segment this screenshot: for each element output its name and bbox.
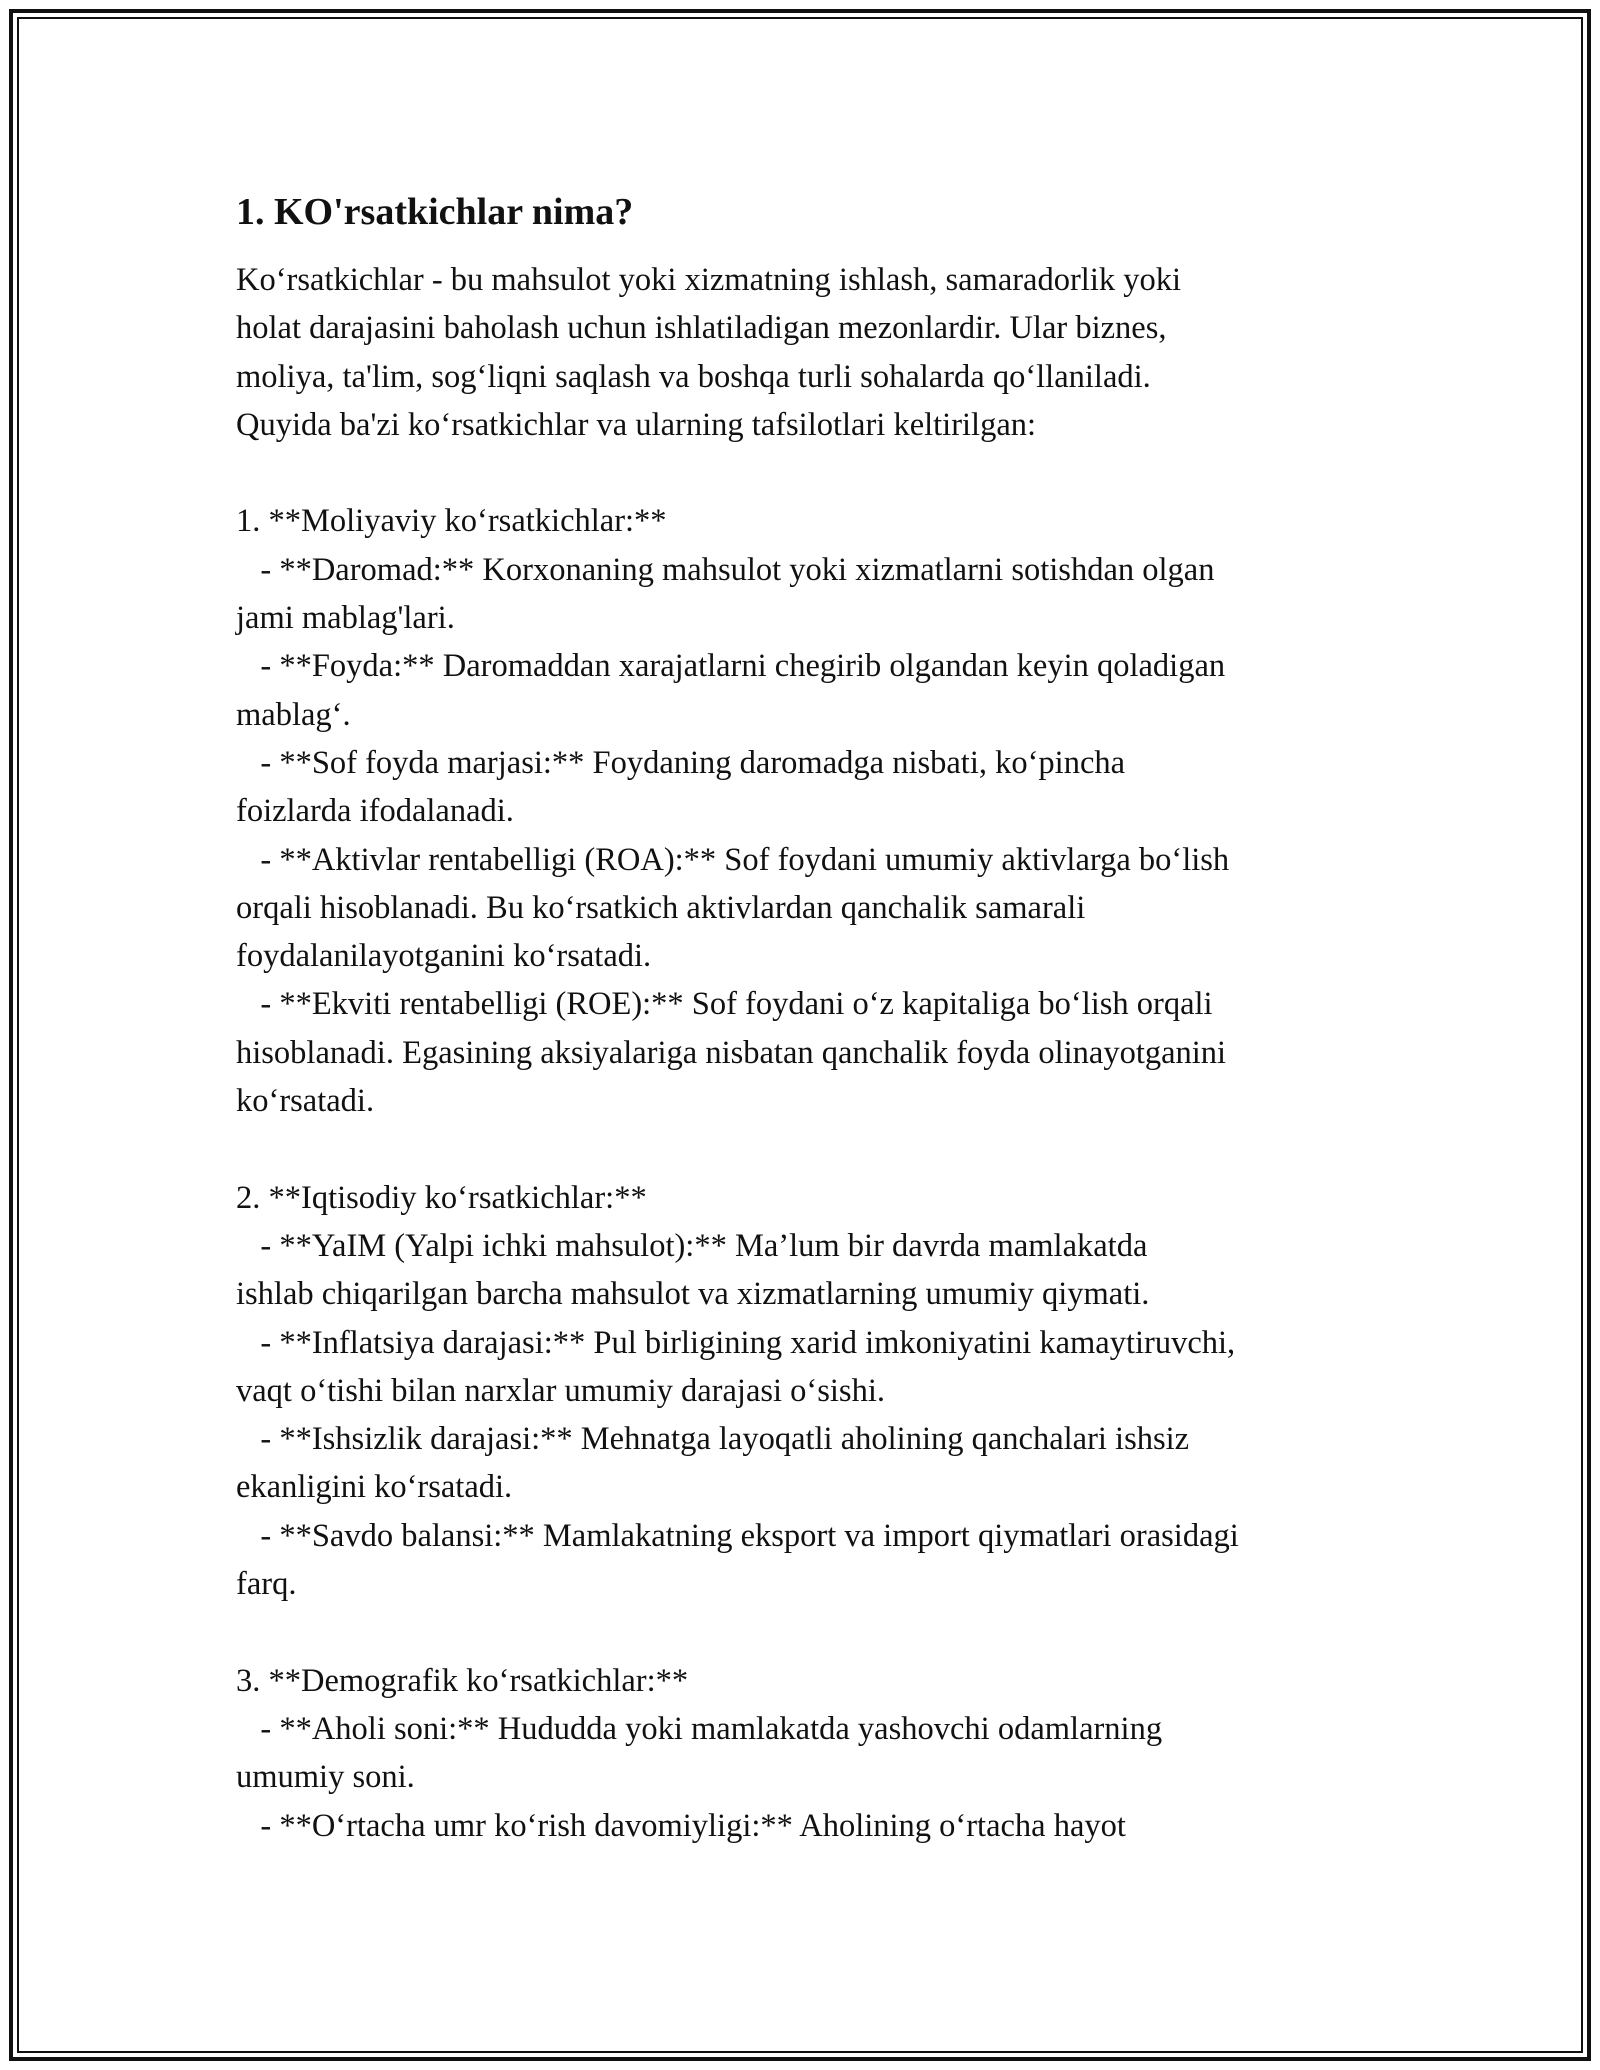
blank-line bbox=[236, 449, 1386, 497]
intro-paragraph bbox=[236, 256, 1386, 449]
text-line: - **O‘rtacha umr ko‘rish davomiyligi:** Aholining o‘rtacha hayot bbox=[236, 1807, 1126, 1844]
text-line: foydalanilayotganini ko‘rsatadi. bbox=[236, 938, 652, 975]
text-line: mablag‘. bbox=[236, 696, 351, 733]
text-line: - **Ishsizlik darajasi:** Mehnatga layoqatli aholining qanchalari ishsiz bbox=[236, 1421, 1190, 1458]
text-line: Quyida ba'zi ko‘rsatkichlar va ularning tafsilotlari keltirilgan: bbox=[236, 406, 1037, 443]
blank-line bbox=[236, 1125, 1386, 1173]
text-line: umumiy soni. bbox=[236, 1759, 415, 1796]
section-heading: 1. **Moliyaviy ko‘rsatkichlar:** bbox=[236, 503, 667, 540]
blank-line bbox=[236, 1608, 1386, 1656]
text-line: jami mablag'lari. bbox=[236, 600, 455, 637]
text-line: hisoblanadi. Egasining aksiyalariga nisbatan qanchalik foyda olinayotganini bbox=[236, 1034, 1227, 1071]
text-line: ishlab chiqarilgan barcha mahsulot va xizmatlarning umumiy qiymati. bbox=[236, 1276, 1150, 1313]
text-line: ekanligini ko‘rsatadi. bbox=[236, 1469, 513, 1506]
text-line: - **Savdo balansi:** Mamlakatning eksport va import qiymatlari orasidagi bbox=[236, 1517, 1239, 1554]
text-line: - **Inflatsiya darajasi:** Pul birligining xarid imkoniyatini kamaytiruvchi, bbox=[236, 1324, 1236, 1361]
text-line: - **Ekviti rentabelligi (ROE):** Sof foydani o‘z kapitaliga bo‘lish orqali bbox=[236, 986, 1213, 1023]
page-title: 1. KO'rsatkichlar nima? bbox=[236, 191, 634, 233]
text-line: - **Sof foyda marjasi:** Foydaning daromadga nisbati, ko‘pincha bbox=[236, 744, 1126, 781]
text-line: ko‘rsatadi. bbox=[236, 1083, 375, 1120]
section-heading: 3. **Demografik ko‘rsatkichlar:** bbox=[236, 1662, 689, 1699]
text-line: holat darajasini baholash uchun ishlatiladigan mezonlardir. Ular biznes, bbox=[236, 310, 1167, 347]
section-demographic bbox=[236, 1657, 1386, 1850]
text-line: - **Daromad:** Korxonaning mahsulot yoki xizmatlarni sotishdan olgan bbox=[236, 551, 1215, 588]
text-line: farq. bbox=[236, 1566, 297, 1603]
section-financial bbox=[236, 497, 1386, 1125]
document-body bbox=[236, 186, 1386, 1850]
text-line: Ko‘rsatkichlar - bu mahsulot yoki xizmatning ishlash, samaradorlik yoki bbox=[236, 262, 1182, 298]
section-economic bbox=[236, 1174, 1386, 1609]
section-heading: 2. **Iqtisodiy ko‘rsatkichlar:** bbox=[236, 1179, 647, 1216]
text-line: moliya, ta'lim, sog‘liqni saqlash va boshqa turli sohalarda qo‘llaniladi. bbox=[236, 358, 1151, 395]
text-line: vaqt o‘tishi bilan narxlar umumiy darajasi o‘sishi. bbox=[236, 1372, 885, 1409]
text-line: - **YaIM (Yalpi ichki mahsulot):** Ma’lum bir davrda mamlakatda bbox=[236, 1227, 1148, 1264]
text-line: - **Aholi soni:** Hududda yoki mamlakatda yashovchi odamlarning bbox=[236, 1710, 1163, 1747]
text-line: - **Foyda:** Daromaddan xarajatlarni chegirib olgandan keyin qoladigan bbox=[236, 648, 1226, 685]
text-line: foizlarda ifodalanadi. bbox=[236, 793, 514, 830]
text-line: orqali hisoblanadi. Bu ko‘rsatkich aktivlardan qanchalik samarali bbox=[236, 889, 1086, 926]
text-line: - **Aktivlar rentabelligi (ROA):** Sof foydani umumiy aktivlarga bo‘lish bbox=[236, 841, 1230, 878]
